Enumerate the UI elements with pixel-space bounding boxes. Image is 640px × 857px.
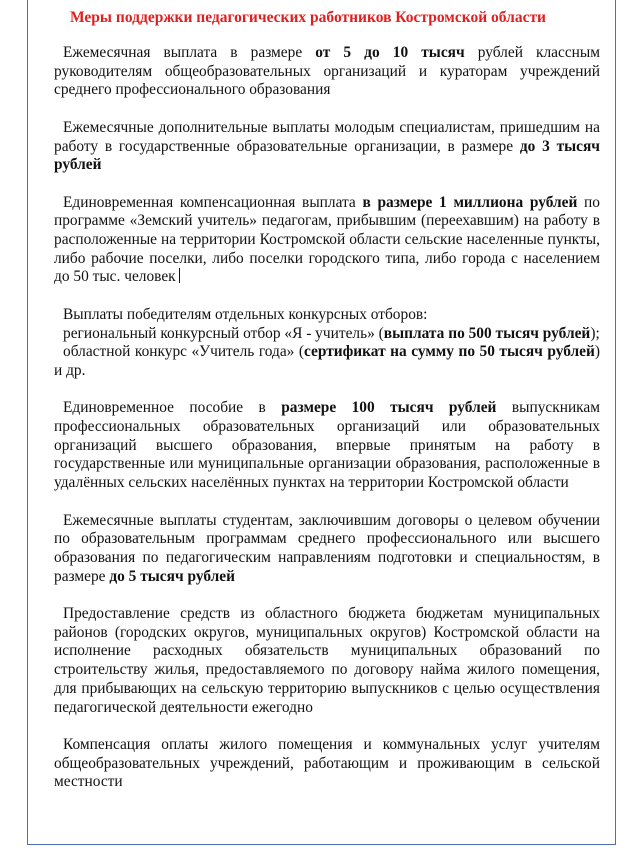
paragraph-student-payments: Ежемесячные выплаты студентам, заключившим договоры о целевом обучении по образовательным программам среднего профессионального или высшего образования по педагогическим направлениям подготовки и специальностям, в размере до 5 тысяч рублей <box>54 511 600 585</box>
document-title: Меры поддержки педагогических работников Костромской области <box>70 9 546 26</box>
paragraph-young-specialists: Ежемесячные дополнительные выплаты молодым специалистам, пришедшим на работу в государственные образовательные организации, в размере до 3 тысяч рублей <box>54 118 600 174</box>
document-body[interactable] <box>54 44 600 811</box>
paragraph-zemsky-teacher: Единовременная компенсационная выплата в размере 1 миллиона рублей по программе «Земский учитель» педагогам, прибывшим (переехавшим) на работу в расположенные на территории Костромской области сельские населенные пункты, либо рабочие поселки, либо поселки городского типа, либо города с населением до 50 тыс. человек <box>54 193 600 286</box>
list-item-uchitel-goda: областной конкурс «Учитель года» (сертификат на сумму по 50 тысяч рублей) и др. <box>54 343 600 379</box>
paragraph-graduate-allowance: Единовременное пособие в размере 100 тысяч рублей выпускникам профессиональных образовательных организаций или образовательных организаций высшего образования, впервые принятым на работу в государственные или муниципальные организации образования, расположенные в удалённых сельских населённых пунктах на территории Костромской области <box>54 399 600 492</box>
paragraph-utilities-compensation: Компенсация оплаты жилого помещения и коммунальных услуг учителям общеобразовательных учреждений, работающим и проживающим в сельской местности <box>54 735 600 791</box>
list-item-ya-uchitel: региональный конкурсный отбор «Я - учитель» (выплата по 500 тысяч рублей); <box>63 324 600 342</box>
text-cursor <box>179 268 180 283</box>
paragraph-competitions-intro: Выплаты победителям отдельных конкурсных отборов: <box>63 305 428 323</box>
paragraph-class-teacher-payment: Ежемесячная выплата в размере от 5 до 10 тысяч рублей классным руководителям общеобразовательных организаций и кураторам учреждений среднего профессионального образования <box>54 44 600 99</box>
paragraph-housing-construction: Предоставление средств из областного бюджета бюджетам муниципальных районов (городских округов, муниципальных округов) Костромской области на исполнение расходных обязательств муниципальных образований по строительству жилья, предоставляемого по договору найма жилого помещения, для прибывающих на сельскую территорию выпускников с целью осуществления педагогической деятельности ежегодно <box>54 605 600 716</box>
